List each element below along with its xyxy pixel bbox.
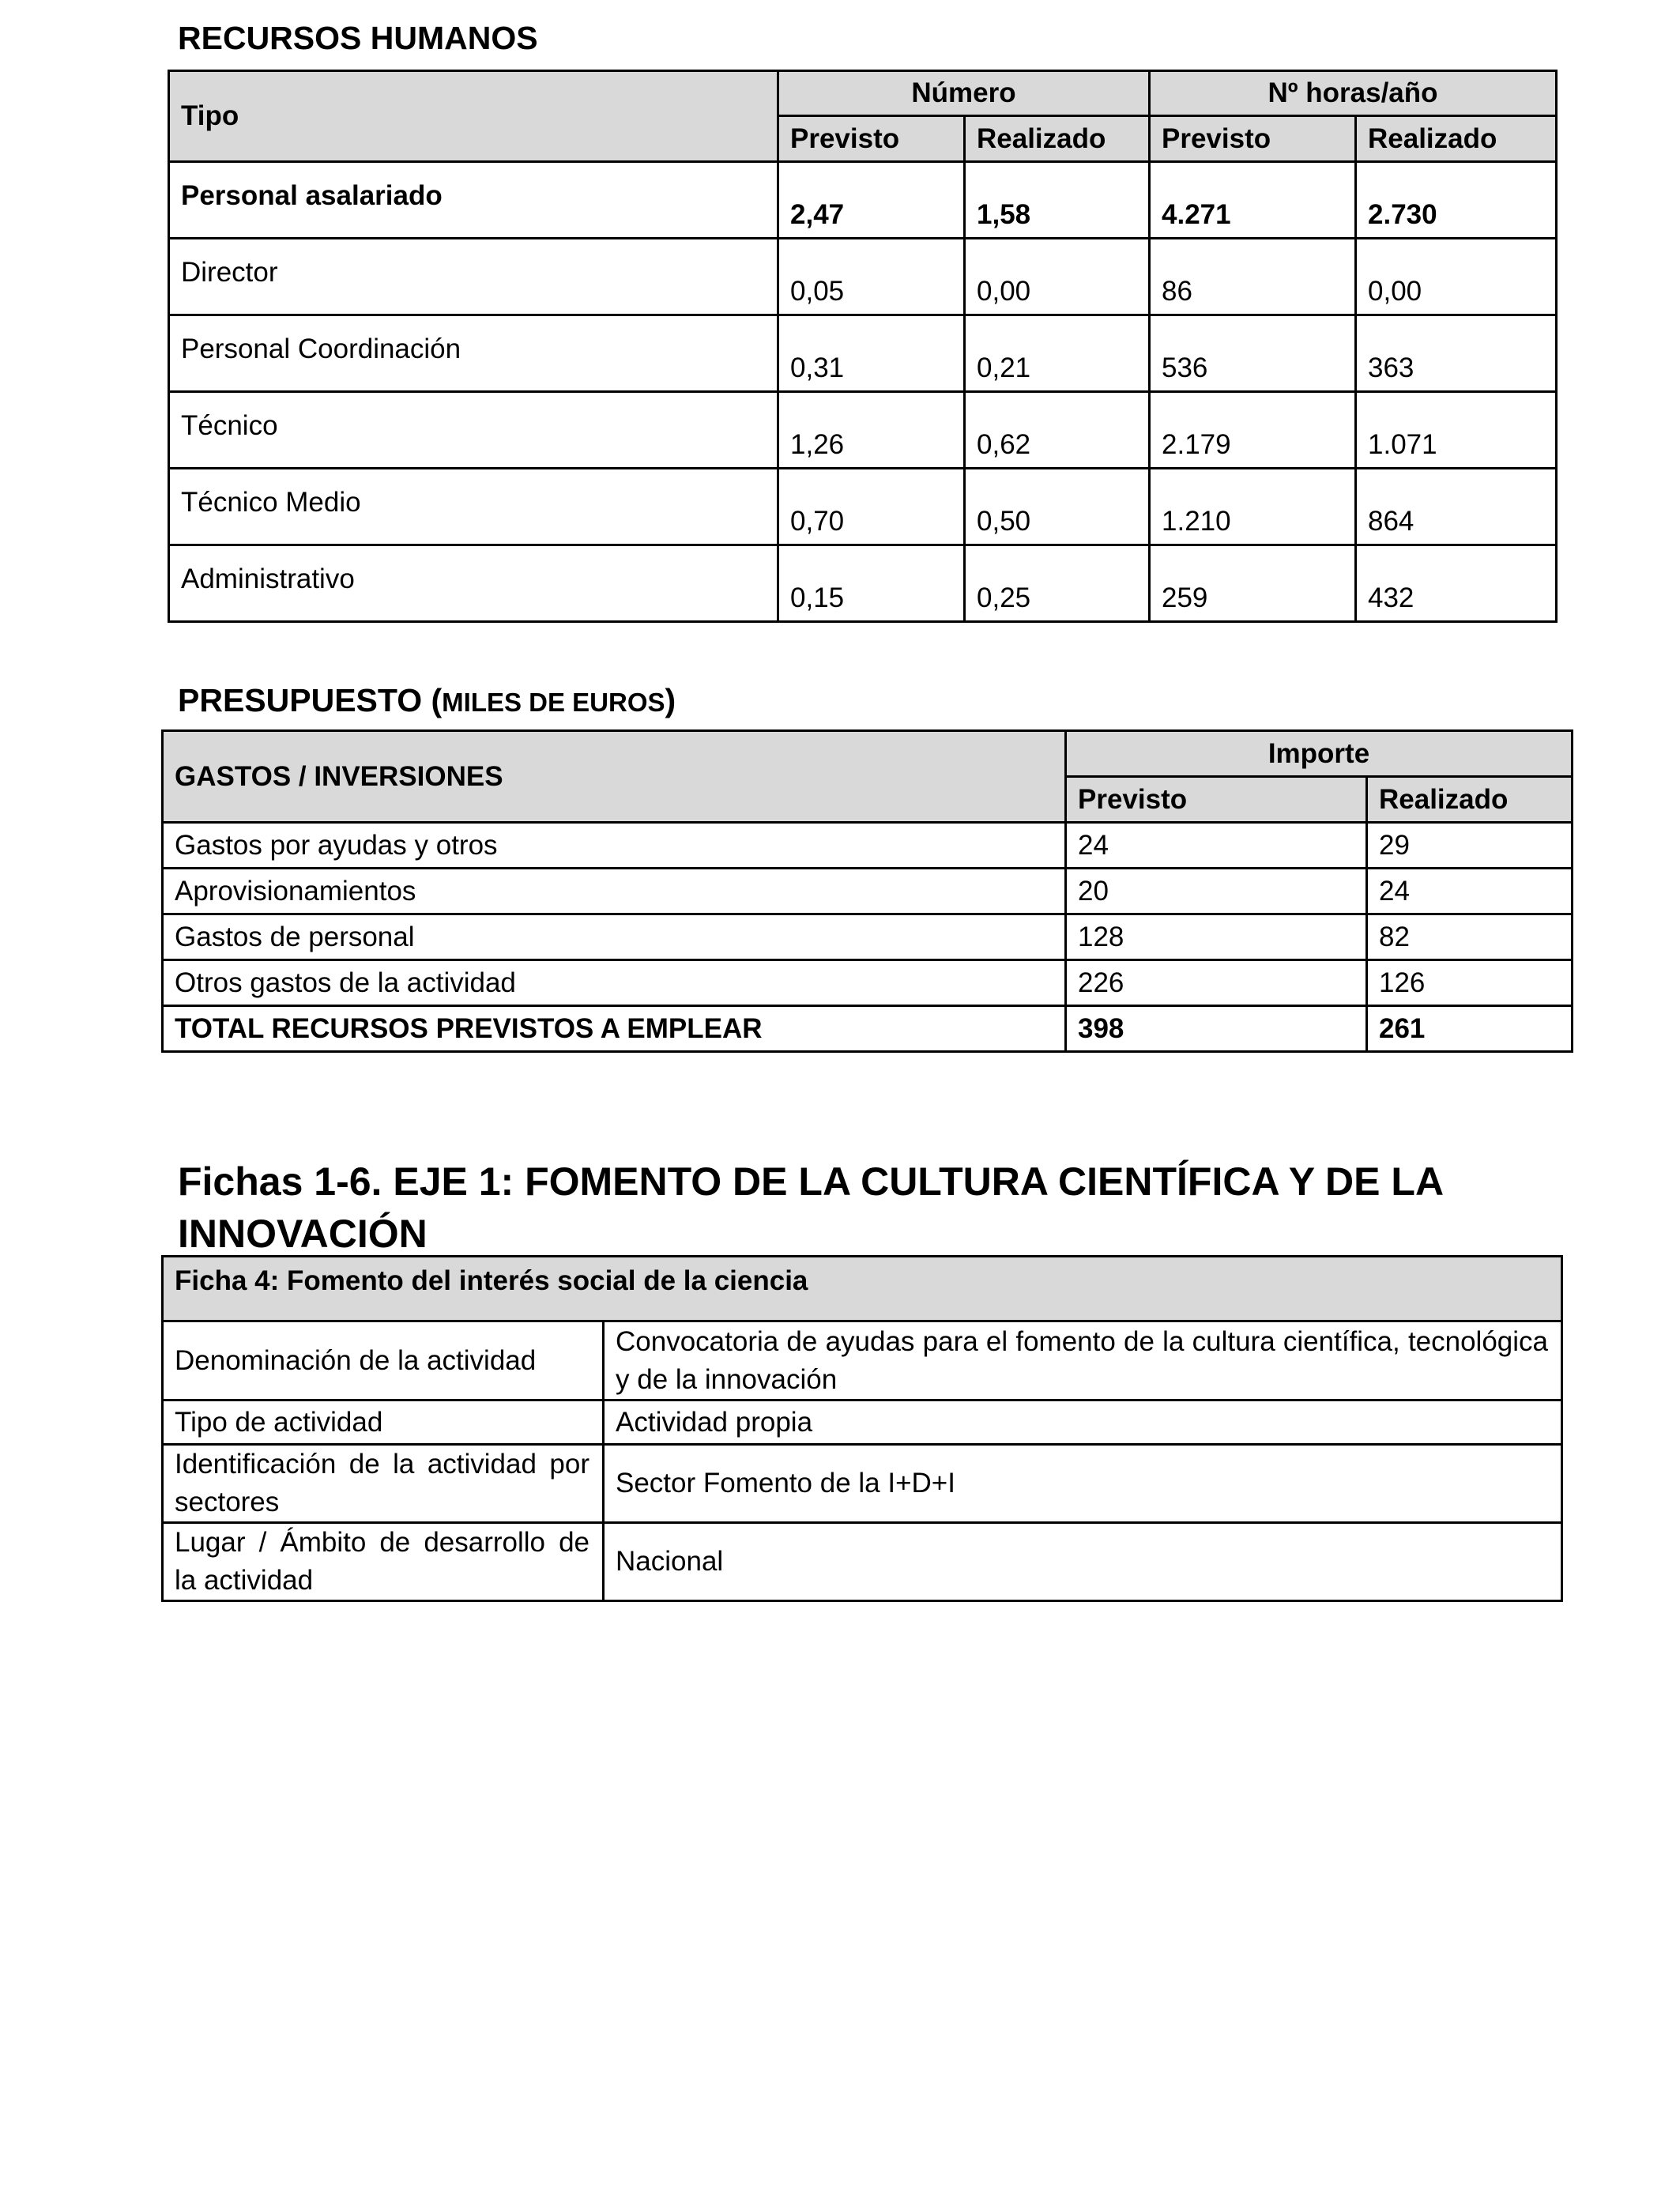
presupuesto-table	[161, 729, 1573, 1053]
subcol-previsto: Previsto	[1066, 777, 1367, 823]
subcol-realizado: Realizado	[1367, 777, 1573, 823]
cell-concepto: Aprovisionamientos	[163, 869, 1066, 914]
cell-total-concepto: TOTAL RECURSOS PREVISTOS A EMPLEAR	[163, 1006, 1066, 1052]
row-tipo: Técnico Medio	[169, 469, 778, 545]
cell-num-realizado: 1,58	[965, 162, 1150, 239]
table-row	[169, 545, 1557, 622]
col-horas-header: Nº horas/año	[1150, 71, 1557, 116]
table-row	[163, 1400, 1562, 1445]
ficha-label: Denominación de la actividad	[163, 1321, 604, 1400]
table-row	[169, 392, 1557, 469]
cell-realizado: 24	[1367, 869, 1573, 914]
recursos-humanos-table	[168, 70, 1558, 623]
cell-realizado: 126	[1367, 960, 1573, 1006]
ficha-label: Lugar / Ámbito de desarrollo de la actividad	[163, 1523, 604, 1601]
cell-horas-realizado: 363	[1356, 315, 1557, 392]
cell-realizado: 82	[1367, 914, 1573, 960]
cell-previsto: 226	[1066, 960, 1367, 1006]
cell-previsto: 20	[1066, 869, 1367, 914]
ficha-value: Sector Fomento de la I+D+I	[604, 1445, 1562, 1523]
row-tipo: Técnico	[169, 392, 778, 469]
ficha-value: Nacional	[604, 1523, 1562, 1601]
col-gastos-header: GASTOS / INVERSIONES	[163, 731, 1066, 823]
cell-num-previsto: 2,47	[778, 162, 965, 239]
recursos-humanos-title: RECURSOS HUMANOS	[178, 20, 538, 56]
cell-concepto: Gastos de personal	[163, 914, 1066, 960]
table-row	[163, 960, 1573, 1006]
cell-horas-previsto: 1.210	[1150, 469, 1356, 545]
table-row	[169, 315, 1557, 392]
cell-num-previsto: 0,31	[778, 315, 965, 392]
presupuesto-title	[178, 683, 676, 718]
cell-horas-realizado: 864	[1356, 469, 1557, 545]
presupuesto-title-close: )	[665, 682, 676, 718]
cell-total-previsto: 398	[1066, 1006, 1367, 1052]
total-row	[163, 1006, 1573, 1052]
cell-concepto: Otros gastos de la actividad	[163, 960, 1066, 1006]
presupuesto-title-units: MILES DE EUROS	[442, 688, 665, 717]
ficha-value: Actividad propia	[604, 1400, 1562, 1445]
cell-num-realizado: 0,25	[965, 545, 1150, 622]
ficha-label: Tipo de actividad	[163, 1400, 604, 1445]
cell-num-previsto: 0,05	[778, 239, 965, 315]
fichas-title: Fichas 1-6. EJE 1: FOMENTO DE LA CULTURA CIENTÍFICA Y DE LA INNOVACIÓN	[178, 1159, 1443, 1256]
cell-num-realizado: 0,21	[965, 315, 1150, 392]
ficha-header: Ficha 4: Fomento del interés social de la ciencia	[163, 1257, 1562, 1321]
cell-horas-previsto: 259	[1150, 545, 1356, 622]
table-row	[169, 162, 1557, 239]
cell-num-previsto: 0,70	[778, 469, 965, 545]
row-tipo: Administrativo	[169, 545, 778, 622]
cell-num-previsto: 0,15	[778, 545, 965, 622]
cell-horas-previsto: 536	[1150, 315, 1356, 392]
ficha-label: Identificación de la actividad por sectores	[163, 1445, 604, 1523]
table-row	[163, 914, 1573, 960]
table-row	[163, 869, 1573, 914]
col-tipo-header: Tipo	[169, 71, 778, 162]
cell-num-previsto: 1,26	[778, 392, 965, 469]
cell-num-realizado: 0,50	[965, 469, 1150, 545]
table-row	[169, 239, 1557, 315]
table-row	[163, 1321, 1562, 1400]
table-row	[163, 1523, 1562, 1601]
subcol-numero-previsto: Previsto	[778, 116, 965, 162]
cell-concepto: Gastos por ayudas y otros	[163, 823, 1066, 869]
presupuesto-title-main: PRESUPUESTO (	[178, 682, 443, 718]
cell-realizado: 29	[1367, 823, 1573, 869]
cell-horas-previsto: 2.179	[1150, 392, 1356, 469]
ficha-value: Convocatoria de ayudas para el fomento de la cultura científica, tecnológica y de la innovación	[604, 1321, 1562, 1400]
row-tipo: Director	[169, 239, 778, 315]
cell-total-realizado: 261	[1367, 1006, 1573, 1052]
ficha-table	[161, 1255, 1563, 1602]
table-row	[169, 469, 1557, 545]
col-numero-header: Número	[778, 71, 1150, 116]
cell-num-realizado: 0,00	[965, 239, 1150, 315]
cell-previsto: 128	[1066, 914, 1367, 960]
cell-horas-previsto: 4.271	[1150, 162, 1356, 239]
row-tipo: Personal asalariado	[169, 162, 778, 239]
cell-num-realizado: 0,62	[965, 392, 1150, 469]
row-tipo: Personal Coordinación	[169, 315, 778, 392]
table-row	[163, 1445, 1562, 1523]
cell-horas-previsto: 86	[1150, 239, 1356, 315]
cell-horas-realizado: 432	[1356, 545, 1557, 622]
subcol-numero-realizado: Realizado	[965, 116, 1150, 162]
cell-horas-realizado: 2.730	[1356, 162, 1557, 239]
cell-horas-realizado: 1.071	[1356, 392, 1557, 469]
cell-previsto: 24	[1066, 823, 1367, 869]
subcol-horas-previsto: Previsto	[1150, 116, 1356, 162]
subcol-horas-realizado: Realizado	[1356, 116, 1557, 162]
col-importe-header: Importe	[1066, 731, 1573, 777]
table-row	[163, 823, 1573, 869]
cell-horas-realizado: 0,00	[1356, 239, 1557, 315]
